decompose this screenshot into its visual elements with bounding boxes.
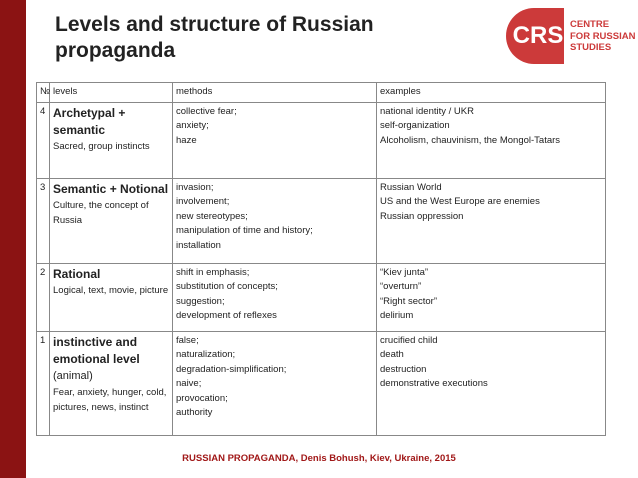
method-item: anxiety; [176,120,209,131]
table-row [37,102,606,178]
example-item: crucified child [380,334,438,346]
level-description: Fear, anxiety, hunger, cold, pictures, news, instinct [53,386,167,413]
header-number: № [37,83,50,103]
level-qualifier: (animal) [53,369,93,382]
level-cell [50,331,173,435]
method-item: development of reflexes [176,310,277,321]
slide-title: Levels and structure of Russian propaganda [55,13,374,62]
methods-cell [173,102,377,178]
header-examples: examples [377,83,606,103]
method-item: shift in emphasis; [176,266,250,278]
method-item: installation [176,239,221,251]
left-accent-bar [0,0,26,478]
method-item: manipulation of time and history; [176,225,313,236]
row-number: 1 [37,331,50,435]
level-description: Culture, the concept of Russia [53,199,149,226]
method-item: substitution of concepts; [176,281,278,292]
example-item: destruction [380,363,427,375]
header-methods: methods [173,83,377,103]
example-item: “overturn” [380,281,422,292]
method-item: naive; [176,378,202,389]
method-item: new stereotypes; [176,210,248,222]
examples-cell [377,263,606,331]
row-number: 2 [37,263,50,331]
level-description: Sacred, group instincts [53,140,150,152]
examples-cell [377,178,606,263]
level-cell [50,263,173,331]
example-item: Russian oppression [380,210,464,222]
examples-cell [377,331,606,435]
level-cell [50,102,173,178]
logo-acronym: CRS [512,22,564,49]
method-item: suggestion; [176,295,225,307]
example-item: delirium [380,310,414,321]
header-levels: levels [50,83,173,103]
method-item: invasion; [176,181,214,193]
method-item: authority [176,407,213,418]
method-item: involvement; [176,196,230,207]
logo-line: FOR RUSSIAN [570,30,636,42]
table-header-row [37,83,606,103]
level-name: Semantic + Notional [53,181,169,196]
crs-logo [506,8,634,64]
logo-text [570,19,636,54]
method-item: naturalization; [176,349,236,360]
example-item: Alcoholism, chauvinism, the Mongol-Tatars [380,134,561,146]
footer-credit: RUSSIAN PROPAGANDA, Denis Bohush, Kiev, Ukraine, 2015 [182,453,456,464]
example-item: self-organization [380,120,450,131]
examples-cell [377,102,606,178]
level-name: Rational [53,266,101,281]
example-item: national identity / UKR [380,105,474,117]
example-item: “Kiev junta” [380,266,429,278]
row-number: 4 [37,102,50,178]
row-number: 3 [37,178,50,263]
example-item: Russian World [380,181,442,193]
method-item: false; [176,334,199,346]
table-row [37,178,606,263]
level-description: Logical, text, movie, picture [53,284,169,296]
example-item: US and the West Europe are enemies [380,196,540,207]
level-name: Archetypal + semantic [53,105,126,137]
level-name: instinctive and emotional level [53,334,140,366]
example-item: death [380,349,404,360]
logo-line: CENTRE [570,19,610,30]
logo-line: STUDIES [570,42,612,53]
table-row [37,331,606,435]
propaganda-levels-table [36,82,606,436]
method-item: haze [176,134,197,146]
example-item: “Right sector” [380,295,438,307]
example-item: demonstrative executions [380,378,488,389]
level-cell [50,178,173,263]
methods-cell [173,263,377,331]
method-item: collective fear; [176,105,237,117]
methods-cell [173,178,377,263]
method-item: degradation-simplification; [176,363,287,375]
method-item: provocation; [176,392,228,404]
table-row [37,263,606,331]
methods-cell [173,331,377,435]
